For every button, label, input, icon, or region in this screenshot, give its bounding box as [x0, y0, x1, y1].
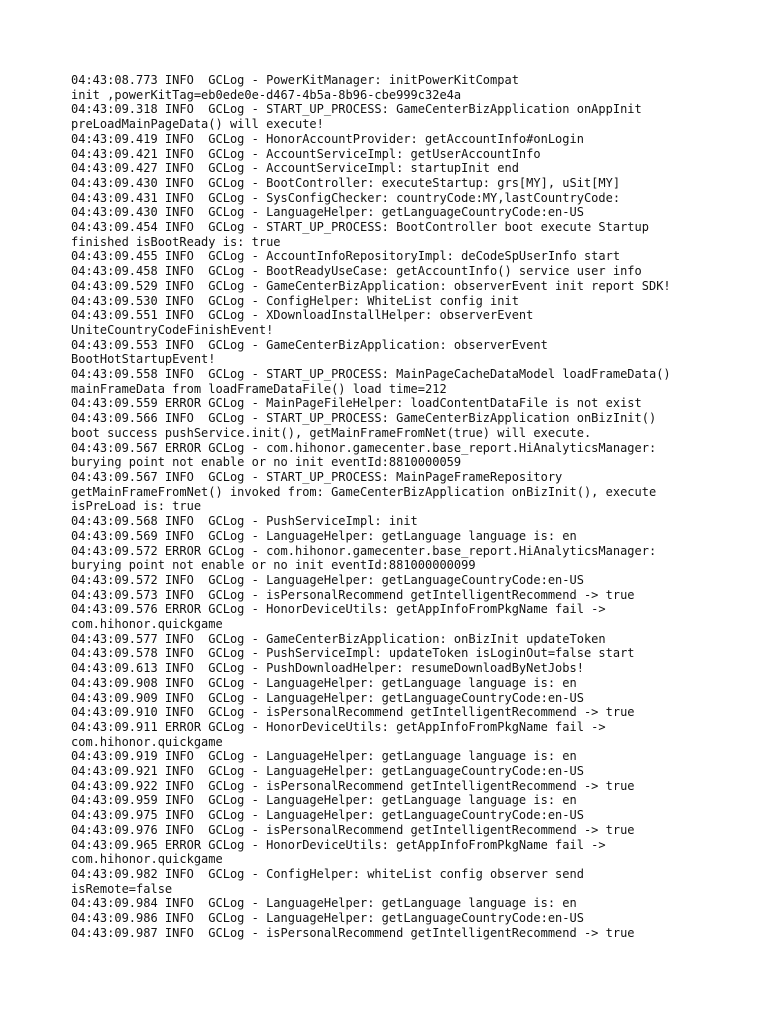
log-line: 04:43:09.567 ERROR GCLog - com.hihonor.gamecenter.base_report.HiAnalyticsManager: — [71, 440, 657, 455]
log-line: 04:43:09.559 ERROR GCLog - MainPageFileHelper: loadContentDataFile is not exist — [71, 396, 642, 411]
log-line: 04:43:09.987 INFO GCLog - isPersonalRecommend getIntelligentRecommend -> true — [71, 925, 635, 940]
log-line: 04:43:09.576 ERROR GCLog - HonorDeviceUtils: getAppInfoFromPkgName fail -> — [71, 602, 606, 617]
log-line: 04:43:09.908 INFO GCLog - LanguageHelper: getLanguage language is: en — [71, 675, 577, 690]
log-line: 04:43:09.458 INFO GCLog - BootReadyUseCase: getAccountInfo() service user info — [71, 264, 642, 279]
log-line: 04:43:09.959 INFO GCLog - LanguageHelper: getLanguage language is: en — [71, 793, 577, 808]
log-line: 04:43:09.909 INFO GCLog - LanguageHelper: getLanguageCountryCode:en-US — [71, 690, 584, 705]
log-line: mainFrameData from loadFrameDataFile() load time=212 — [71, 381, 447, 396]
log-line: 04:43:09.430 INFO GCLog - BootController: executeStartup: grs[MY], uSit[MY] — [71, 175, 621, 190]
log-line: burying point not enable or no init eventId:881000000099 — [71, 558, 476, 573]
log-line: init ,powerKitTag=eb0ede0e-d467-4b5a-8b96-cbe999c32e4a — [71, 87, 462, 102]
log-document — [71, 73, 731, 940]
log-line: 04:43:09.965 ERROR GCLog - HonorDeviceUtils: getAppInfoFromPkgName fail -> — [71, 837, 606, 852]
log-line: 04:43:09.911 ERROR GCLog - HonorDeviceUtils: getAppInfoFromPkgName fail -> — [71, 719, 606, 734]
log-line: 04:43:09.975 INFO GCLog - LanguageHelper: getLanguageCountryCode:en-US — [71, 808, 584, 823]
log-line: 04:43:09.919 INFO GCLog - LanguageHelper: getLanguage language is: en — [71, 749, 577, 764]
log-line: 04:43:09.318 INFO GCLog - START_UP_PROCESS: GameCenterBizApplication onAppInit — [71, 102, 642, 117]
log-line: com.hihonor.quickgame — [71, 734, 223, 749]
log-line: 04:43:09.569 INFO GCLog - LanguageHelper: getLanguage language is: en — [71, 528, 577, 543]
log-line: 04:43:08.773 INFO GCLog - PowerKitManager: initPowerKitCompat — [71, 73, 519, 87]
log-lines — [71, 73, 731, 940]
log-line: 04:43:09.910 INFO GCLog - isPersonalRecommend getIntelligentRecommend -> true — [71, 705, 635, 720]
log-line: com.hihonor.quickgame — [71, 852, 223, 867]
log-line: isRemote=false — [71, 881, 173, 896]
log-line: BootHotStartupEvent! — [71, 352, 216, 367]
log-line: 04:43:09.530 INFO GCLog - ConfigHelper: WhiteList config init — [71, 293, 519, 308]
log-line: UniteCountryCodeFinishEvent! — [71, 322, 274, 337]
log-line: 04:43:09.529 INFO GCLog - GameCenterBizApplication: observerEvent init report SDK! — [71, 278, 671, 293]
log-line: 04:43:09.572 INFO GCLog - LanguageHelper: getLanguageCountryCode:en-US — [71, 572, 584, 587]
log-line: 04:43:09.558 INFO GCLog - START_UP_PROCESS: MainPageCacheDataModel loadFrameData() — [71, 367, 671, 382]
log-line: 04:43:09.455 INFO GCLog - AccountInfoRepositoryImpl: deCodeSpUserInfo start — [71, 249, 621, 264]
log-line: 04:43:09.613 INFO GCLog - PushDownloadHelper: resumeDownloadByNetJobs! — [71, 661, 584, 676]
log-line: 04:43:09.567 INFO GCLog - START_UP_PROCESS: MainPageFrameRepository — [71, 469, 563, 484]
log-line: 04:43:09.421 INFO GCLog - AccountServiceImpl: getUserAccountInfo — [71, 146, 541, 161]
log-line: 04:43:09.577 INFO GCLog - GameCenterBizApplication: onBizInit updateToken — [71, 631, 606, 646]
log-line: 04:43:09.984 INFO GCLog - LanguageHelper: getLanguage language is: en — [71, 896, 577, 911]
log-line: 04:43:09.551 INFO GCLog - XDownloadInstallHelper: observerEvent — [71, 308, 534, 323]
log-line: finished isBootReady is: true — [71, 234, 281, 249]
log-line: 04:43:09.553 INFO GCLog - GameCenterBizApplication: observerEvent — [71, 337, 548, 352]
log-line: 04:43:09.431 INFO GCLog - SysConfigChecker: countryCode:MY,lastCountryCode: — [71, 190, 621, 205]
log-line: 04:43:09.430 INFO GCLog - LanguageHelper: getLanguageCountryCode:en-US — [71, 205, 584, 220]
log-line: 04:43:09.976 INFO GCLog - isPersonalRecommend getIntelligentRecommend -> true — [71, 822, 635, 837]
log-line: 04:43:09.922 INFO GCLog - isPersonalRecommend getIntelligentRecommend -> true — [71, 778, 635, 793]
log-line: getMainFrameFromNet() invoked from: GameCenterBizApplication onBizInit(), execute — [71, 484, 657, 499]
log-line: preLoadMainPageData() will execute! — [71, 117, 324, 132]
log-line: 04:43:09.986 INFO GCLog - LanguageHelper: getLanguageCountryCode:en-US — [71, 911, 584, 926]
log-line: 04:43:09.578 INFO GCLog - PushServiceImpl: updateToken isLoginOut=false start — [71, 646, 635, 661]
log-line: isPreLoad is: true — [71, 499, 202, 514]
log-line: 04:43:09.568 INFO GCLog - PushServiceImpl: init — [71, 514, 418, 529]
log-line: 04:43:09.566 INFO GCLog - START_UP_PROCESS: GameCenterBizApplication onBizInit() — [71, 411, 657, 426]
log-line: 04:43:09.921 INFO GCLog - LanguageHelper: getLanguageCountryCode:en-US — [71, 764, 584, 779]
log-line: 04:43:09.454 INFO GCLog - START_UP_PROCESS: BootController boot execute Startup — [71, 220, 649, 235]
log-line: 04:43:09.572 ERROR GCLog - com.hihonor.gamecenter.base_report.HiAnalyticsManager: — [71, 543, 657, 558]
log-line: 04:43:09.427 INFO GCLog - AccountServiceImpl: startupInit end — [71, 161, 519, 176]
log-line: 04:43:09.419 INFO GCLog - HonorAccountProvider: getAccountInfo#onLogin — [71, 131, 584, 146]
log-line: boot success pushService.init(), getMainFrameFromNet(true) will execute. — [71, 425, 592, 440]
log-line: 04:43:09.573 INFO GCLog - isPersonalRecommend getIntelligentRecommend -> true — [71, 587, 635, 602]
log-line: 04:43:09.982 INFO GCLog - ConfigHelper: whiteList config observer send — [71, 866, 584, 881]
log-line: com.hihonor.quickgame — [71, 617, 223, 632]
log-line: burying point not enable or no init eventId:8810000059 — [71, 455, 462, 470]
